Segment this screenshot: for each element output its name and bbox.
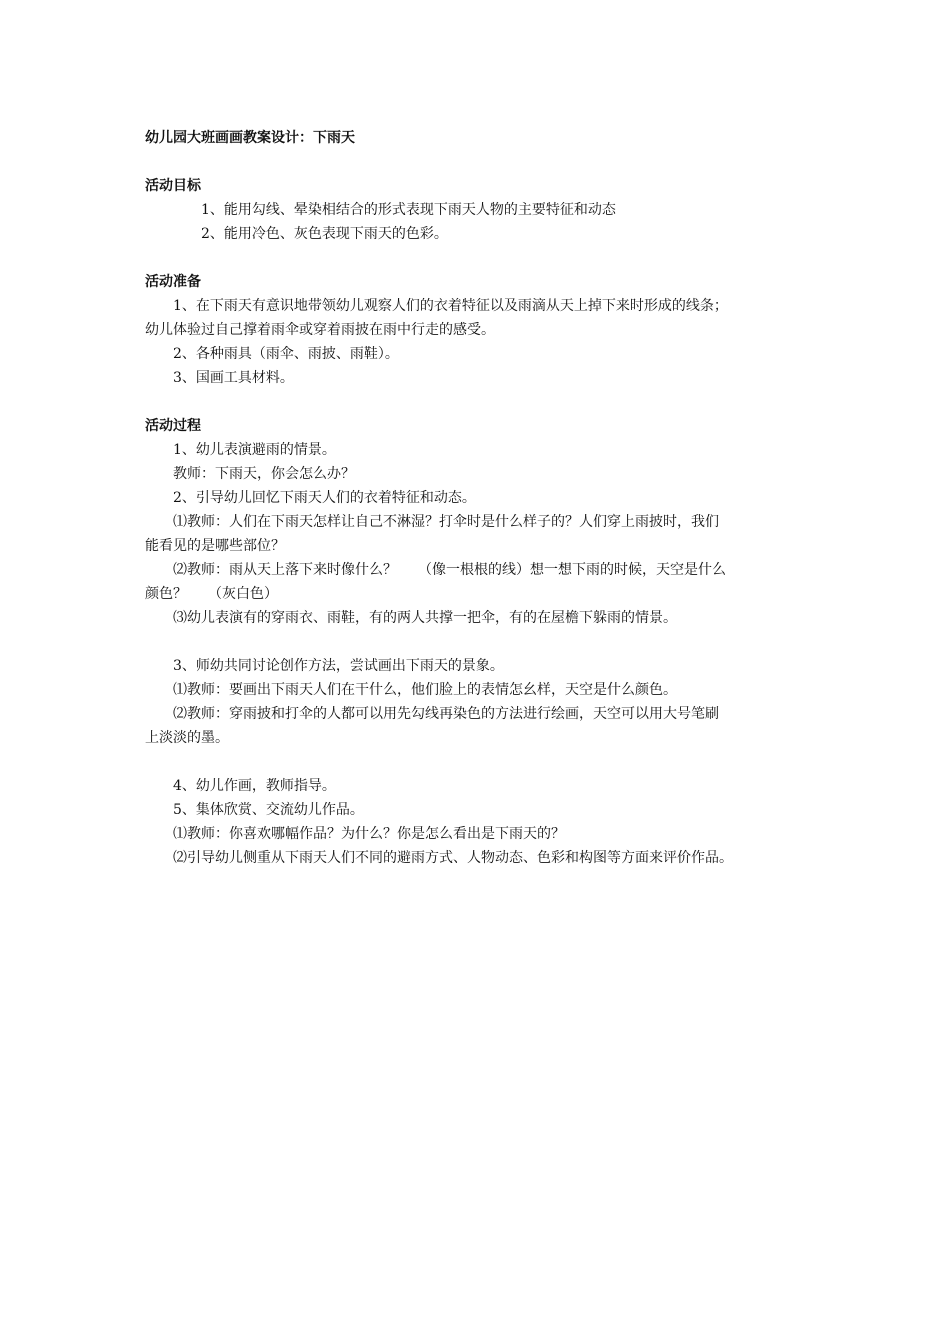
document-title: 幼儿园大班画画教案设计：下雨天 bbox=[145, 130, 355, 146]
goal-item-2: 2、能用冷色、灰色表现下雨天的色彩。 bbox=[201, 226, 448, 242]
section-heading-preparation: 活动准备 bbox=[145, 274, 201, 290]
process-step-2-2-line-2: 颜色？ （灰白色） bbox=[145, 586, 278, 602]
section-heading-goals: 活动目标 bbox=[145, 178, 201, 194]
prep-item-1-line-2: 幼儿体验过自己撑着雨伞或穿着雨披在雨中行走的感受。 bbox=[145, 322, 495, 338]
process-step-2-2-line-1: ⑵教师：雨从天上落下来时像什么？ （像一根根的线）想一想下雨的时候，天空是什么 bbox=[173, 562, 726, 578]
section-heading-process: 活动过程 bbox=[145, 418, 201, 434]
spacer bbox=[145, 390, 825, 414]
process-step-2-1-line-2: 能看见的是哪些部位？ bbox=[145, 538, 285, 554]
process-step-1: 1、幼儿表演避雨的情景。 bbox=[173, 442, 336, 458]
spacer bbox=[145, 246, 825, 270]
spacer bbox=[145, 150, 825, 174]
process-step-3: 3、师幼共同讨论创作方法，尝试画出下雨天的景象。 bbox=[173, 658, 504, 674]
process-step-3-2-line-1: ⑵教师：穿雨披和打伞的人都可以用先勾线再染色的方法进行绘画，天空可以用大号笔刷 bbox=[173, 706, 719, 722]
process-step-2-3: ⑶幼儿表演有的穿雨衣、雨鞋，有的两人共撑一把伞，有的在屋檐下躲雨的情景。 bbox=[173, 610, 677, 626]
process-step-4: 4、幼儿作画，教师指导。 bbox=[173, 778, 336, 794]
prep-item-1-line-1: 1、在下雨天有意识地带领幼儿观察人们的衣着特征以及雨滴从天上掉下来时形成的线条； bbox=[173, 298, 728, 314]
goal-item-1: 1、能用勾线、晕染相结合的形式表现下雨天人物的主要特征和动态 bbox=[201, 202, 616, 218]
spacer bbox=[145, 750, 825, 774]
prep-item-3: 3、国画工具材料。 bbox=[173, 370, 294, 386]
document-body bbox=[145, 126, 825, 870]
spacer bbox=[145, 630, 825, 654]
process-step-3-1: ⑴教师：要画出下雨天人们在干什么，他们脸上的表情怎幺样，天空是什么颜色。 bbox=[173, 682, 677, 698]
process-step-5: 5、集体欣赏、交流幼儿作品。 bbox=[173, 802, 364, 818]
process-step-1-teacher: 教师：下雨天，你会怎么办？ bbox=[173, 466, 355, 482]
process-step-5-1: ⑴教师：你喜欢哪幅作品？为什么？你是怎么看出是下雨天的？ bbox=[173, 826, 565, 842]
process-step-2: 2、引导幼儿回忆下雨天人们的衣着特征和动态。 bbox=[173, 490, 476, 506]
process-step-5-2: ⑵引导幼儿侧重从下雨天人们不同的避雨方式、人物动态、色彩和构图等方面来评价作品。 bbox=[173, 850, 733, 866]
prep-item-2: 2、各种雨具（雨伞、雨披、雨鞋）。 bbox=[173, 346, 399, 362]
process-step-2-1-line-1: ⑴教师：人们在下雨天怎样让自己不淋湿？打伞时是什么样子的？人们穿上雨披时，我们 bbox=[173, 514, 719, 530]
process-step-3-2-line-2: 上淡淡的墨。 bbox=[145, 730, 229, 746]
